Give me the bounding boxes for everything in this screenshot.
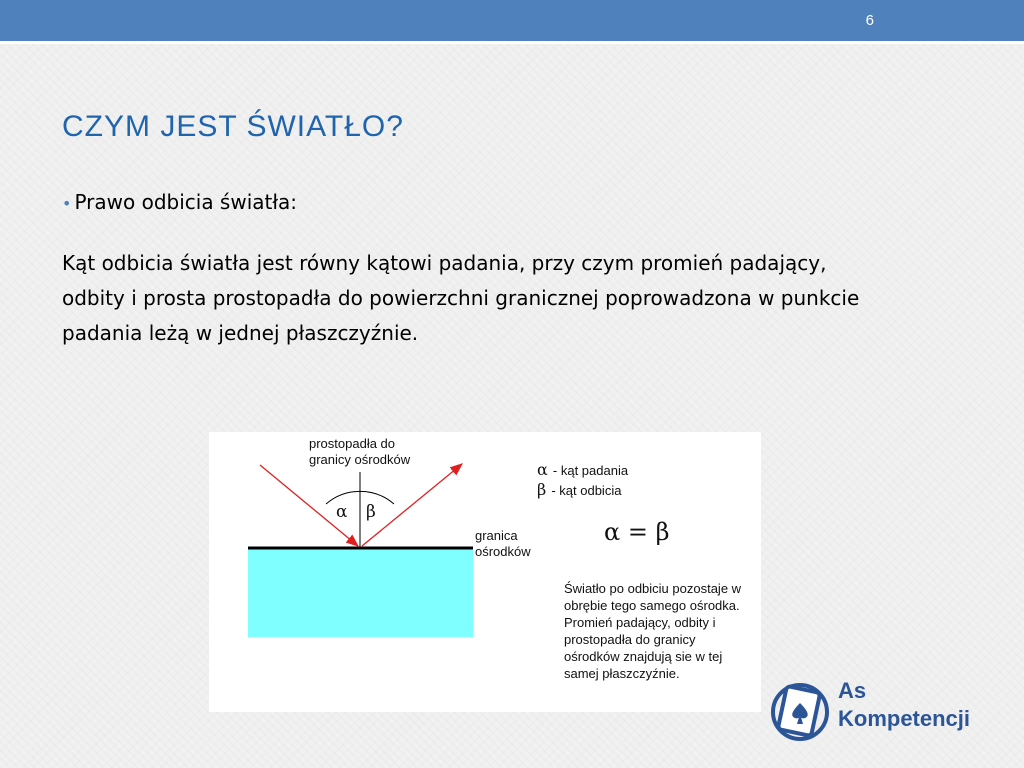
angle-legend bbox=[537, 460, 628, 500]
alpha-angle-label: α bbox=[336, 502, 348, 522]
boundary-label: granica ośrodków bbox=[475, 528, 531, 559]
logo bbox=[770, 675, 1000, 745]
figure-note bbox=[564, 580, 754, 682]
reflection-diagram bbox=[209, 432, 761, 712]
legend-beta-text: - kąt odbicia bbox=[551, 483, 622, 498]
legend-alpha-row bbox=[537, 460, 628, 480]
reflected-ray bbox=[362, 464, 462, 546]
bullet-item bbox=[62, 190, 297, 214]
logo-line1: As bbox=[838, 678, 867, 703]
slide-number: 6 bbox=[865, 12, 874, 29]
bullet-text: Prawo odbicia światła: bbox=[74, 190, 298, 214]
figure-note-line1: Światło po odbiciu pozostaje w obrębie tego samego ośrodka. bbox=[564, 581, 742, 613]
legend-alpha-text: - kąt padania bbox=[552, 463, 629, 478]
slide-title: CZYM JEST ŚWIATŁO? bbox=[62, 110, 404, 143]
bullet-icon: • bbox=[62, 194, 72, 213]
logo-card-icon bbox=[770, 675, 834, 745]
second-medium bbox=[248, 549, 473, 637]
legend-alpha-symbol: α bbox=[537, 460, 548, 479]
top-bar bbox=[0, 0, 1024, 44]
logo-text bbox=[838, 677, 970, 733]
figure-note-line2: Promień padający, odbity i prostopadła do granicy ośrodków znajdują sie w tej samej płaszczyźnie. bbox=[564, 615, 723, 681]
legend-beta-symbol: β bbox=[537, 480, 547, 499]
body-paragraph: Kąt odbicia światła jest równy kątowi padania, przy czym promień padający, odbity i prosta prostopadła do powierzchni granicznej poprowadzona w punkcie padania leżą w jednej płaszczyźnie. bbox=[62, 251, 860, 345]
legend-beta-row bbox=[537, 480, 628, 500]
logo-line2: Kompetencji bbox=[838, 706, 971, 731]
beta-angle-label: β bbox=[366, 502, 376, 522]
equation: α = β bbox=[604, 518, 670, 546]
perpendicular-label: prostopadła do granicy ośrodków bbox=[309, 436, 411, 467]
